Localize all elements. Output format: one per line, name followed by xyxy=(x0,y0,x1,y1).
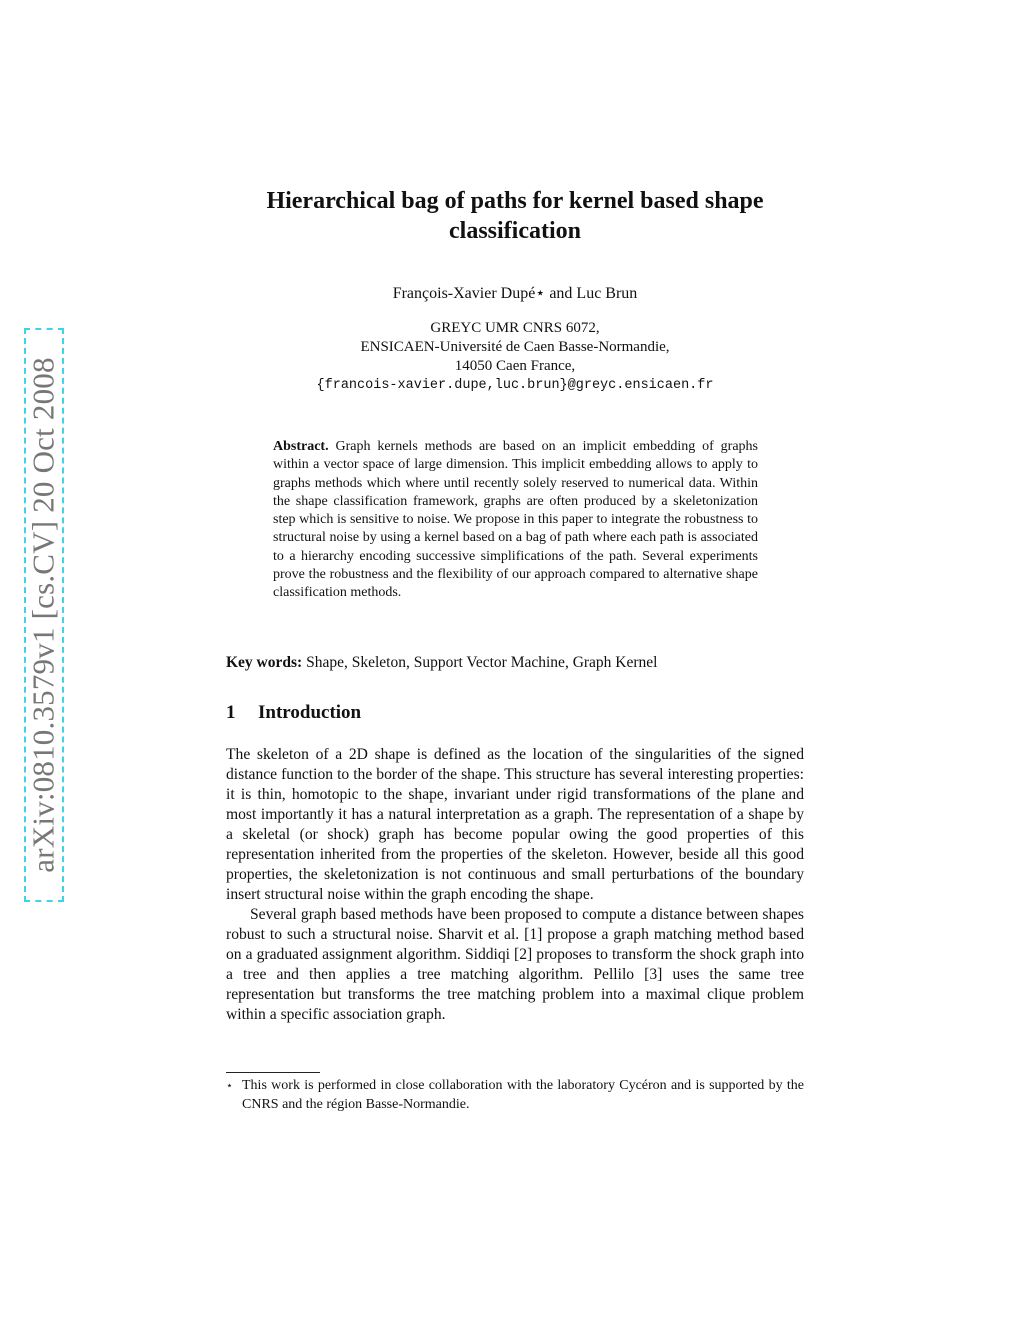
section-heading-introduction xyxy=(226,702,804,724)
abstract-text: Graph kernels methods are based on an implicit embedding of graphs within a vector space of large dimension. This implicit embedding allows to apply to graphs methods which where until recently solely reserved to numerical data. Within the shape classification framework, graphs are often produced by a skeletonization step which is sensitive to noise. We propose in this paper to integrate the robustness to structural noise by using a kernel based on a bag of path where each path is associated to a hierarchy encoding successive simplifications of the path. Several experiments prove the robustness and the flexibility of our approach compared to alternative shape classification methods. xyxy=(273,439,759,601)
keywords-line xyxy=(226,654,804,672)
footnote-divider xyxy=(226,1072,320,1073)
section-number: 1 xyxy=(226,702,236,723)
body-paragraph-1: The skeleton of a 2D shape is defined as the location of the singularities of the signed distance function to the border of the shape. This structure has several interesting properties: it is thin, homotopic to the shape, invariant under rigid transformations of the plane and most importantly it has a natural interpretation as a graph. The representation of a shape by a skeletal (or shock) graph has become popular owing the good properties of this representation inherited from the properties of the skeleton. However, beside all this good properties, the skeletonization is not continuous and small perturbations of the boundary insert structural noise within the graph encoding the shape. xyxy=(226,746,804,903)
affiliation-line-university: ENSICAEN-Université de Caen Basse-Normandie, xyxy=(360,339,670,355)
body-paragraph-2: Several graph based methods have been proposed to compute a distance between shapes robust to such a structural noise. Sharvit et al. [1] propose a graph matching method based on a graduated assignment algorithm. Siddiqi [2] proposes to transform the shock graph into a tree and then applies a tree matching algorithm. Pellilo [3] uses the same tree representation but transforms the tree matching problem into a maximal clique problem within a specific association graph. xyxy=(226,906,804,1023)
abstract-label: Abstract. xyxy=(273,439,329,454)
affiliation-line-lab: GREYC UMR CNRS 6072, xyxy=(430,320,600,336)
arxiv-identifier-stamp xyxy=(24,328,64,902)
author-affiliation xyxy=(226,319,804,395)
footnote xyxy=(226,1077,804,1114)
footnote-text: This work is performed in close collaboration with the laboratory Cycéron and is supported by the CNRS and the région Basse-Normandie. xyxy=(242,1078,804,1112)
keywords-text: Shape, Skeleton, Support Vector Machine, Graph Kernel xyxy=(306,654,658,671)
keywords-label: Key words: xyxy=(226,654,303,671)
abstract-block xyxy=(273,438,758,603)
affiliation-line-city: 14050 Caen France, xyxy=(454,358,576,374)
arxiv-identifier-text: arXiv:0810.3579v1 [cs.CV] 20 Oct 2008 xyxy=(26,357,62,873)
footnote-mark: ⋆ xyxy=(226,1080,233,1092)
section-title: Introduction xyxy=(258,702,362,723)
author-email: {francois-xavier.dupe,luc.brun}@greyc.ensicaen.fr xyxy=(316,378,714,393)
paper-title: Hierarchical bag of paths for kernel based shape classification xyxy=(266,188,764,244)
paper-authors: François-Xavier Dupé⋆ and Luc Brun xyxy=(392,285,638,302)
introduction-body xyxy=(226,745,804,1025)
